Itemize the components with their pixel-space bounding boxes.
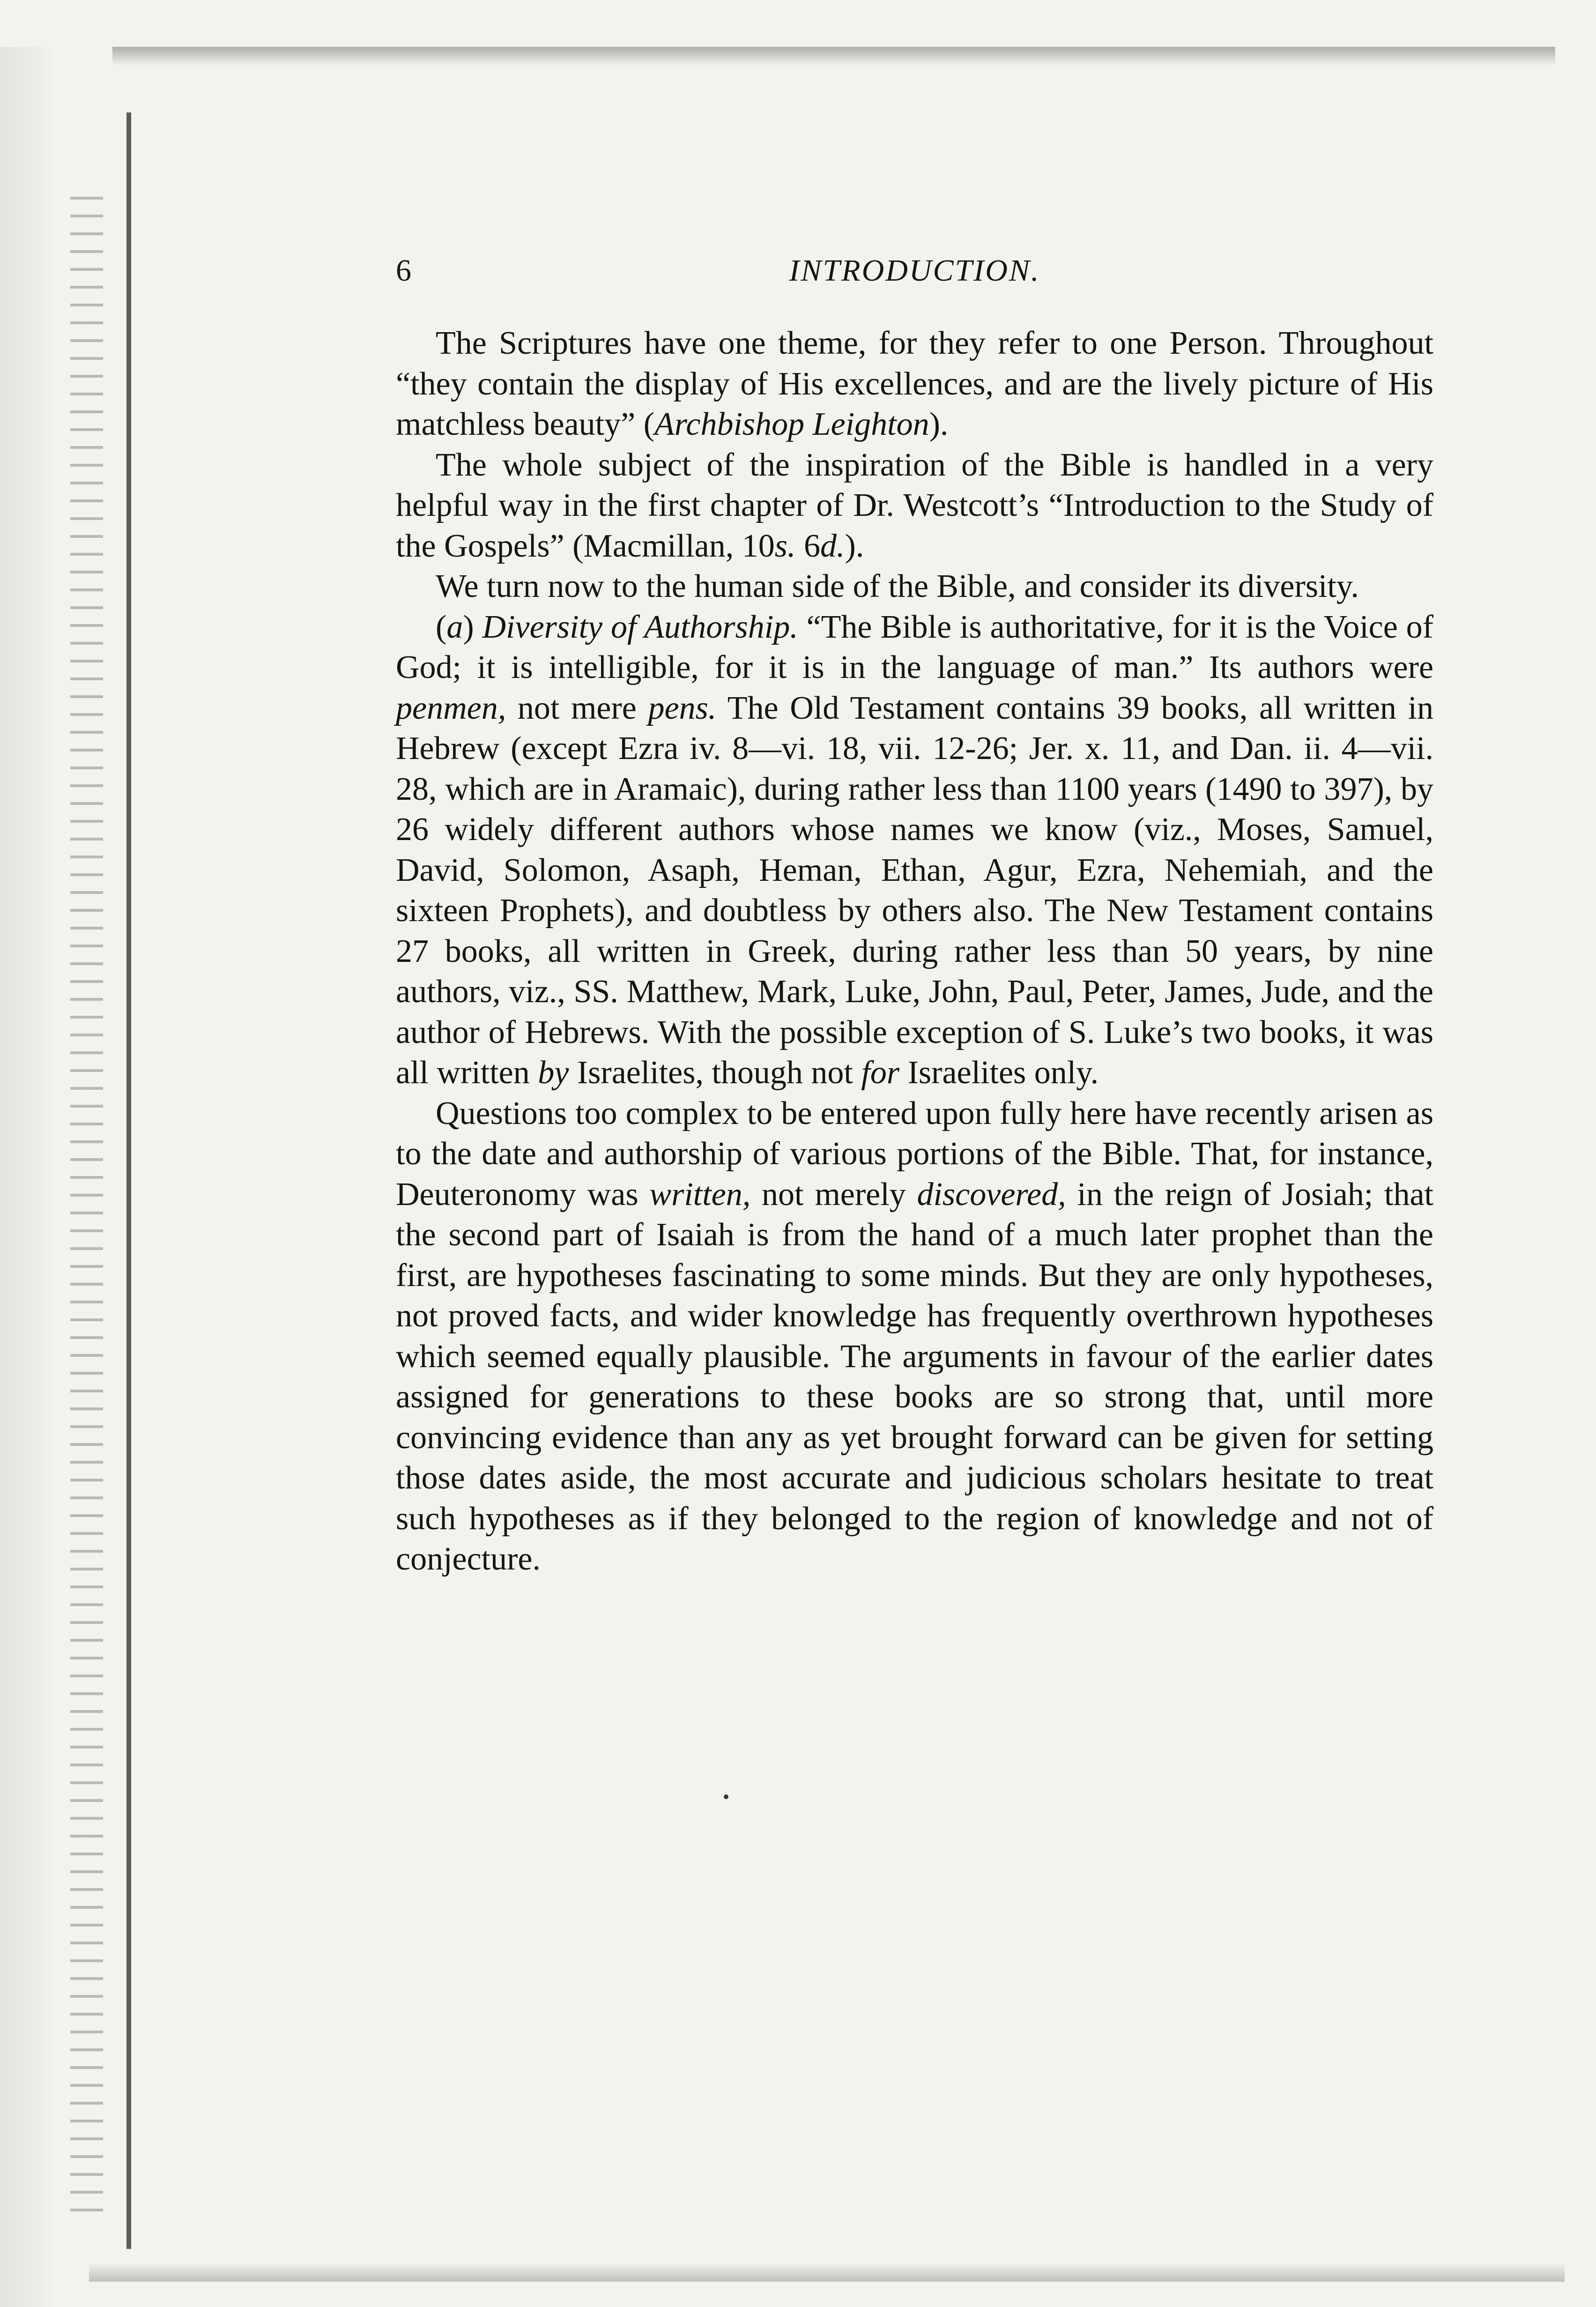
scan-binding-line bbox=[126, 112, 131, 2249]
paragraph-diversity-of-authorship: (a) Diversity of Authorship. “The Bible is authoritative, for it is the Voice of God; it is intelligible, for it is in the language of man.” Its authors were penmen, not mere pens. The Old Testament contains 39 books, all written in Hebrew (except Ezra iv. 8—vi. 18, vii. 12-26; Jer. x. 11, and Dan. ii. 4—vii. 28, which are in Aramaic), during rather less than 1100 years (1490 to 397), by 26 widely different authors whose names we know (viz., Moses, Samuel, David, Solomon, Asaph, Heman, Ethan, Agur, Ezra, Nehemiah, and the sixteen Prophets), and doubtless by others also. The New Testament contains 27 books, all written in Greek, during rather less than 50 years, by nine authors, viz., SS. Matthew, Mark, Luke, John, Paul, Peter, James, Jude, and the author of Hebrews. With the possible exception of S. Luke’s two books, it was all written by Israelites, though not for Israelites only. bbox=[396, 609, 1433, 1091]
ink-speck bbox=[724, 1794, 728, 1799]
body-text bbox=[396, 323, 1433, 1580]
running-head-title: INTRODUCTION. bbox=[789, 253, 1040, 288]
scan-left-edge bbox=[0, 47, 56, 2307]
scan-binding-speckle bbox=[70, 197, 103, 2211]
paragraph-inspiration: The whole subject of the inspiration of the Bible is handled in a very helpful way in the first chapter of Dr. Westcott’s “Introduction to the Study of the Gospels” (Macmillan, 10s. 6d.). bbox=[396, 447, 1433, 564]
page-number: 6 bbox=[396, 253, 411, 288]
section-heading-italic: Diversity of Authorship. bbox=[482, 609, 798, 645]
paragraph-questions: Questions too complex to be entered upon fully here have recently arisen as to the date and authorship of various portions of the Bible. That, for instance, Deuteronomy was written, not merely discovered, in the reign of Josiah; that the second part of Isaiah is from the hand of a much later prophet than the first, are hypotheses fascinating to some minds. But they are only hypotheses, not proved facts, and wider knowledge has frequently overthrown hypotheses which seemed equally plausible. The arguments in favour of the earlier dates assigned for generations to these books are so strong that, until more convincing evidence than any as yet brought forward can be given for setting those dates aside, the most accurate and judicious scholars hesitate to treat such hypotheses as if they belonged to the region of knowledge and not of conjecture. bbox=[396, 1095, 1433, 1577]
paragraph-human-side: We turn now to the human side of the Bible, and consider its diversity. bbox=[436, 568, 1359, 604]
book-page bbox=[396, 0, 1433, 2307]
paragraph-one-theme: The Scriptures have one theme, for they refer to one Person. Throughout “they contain the display of His excellences, and are the lively picture of His matchless beauty” (Archbishop Leighton). bbox=[396, 325, 1433, 442]
running-head bbox=[396, 253, 1433, 300]
citation-italic: Archbishop Leighton bbox=[654, 406, 929, 442]
